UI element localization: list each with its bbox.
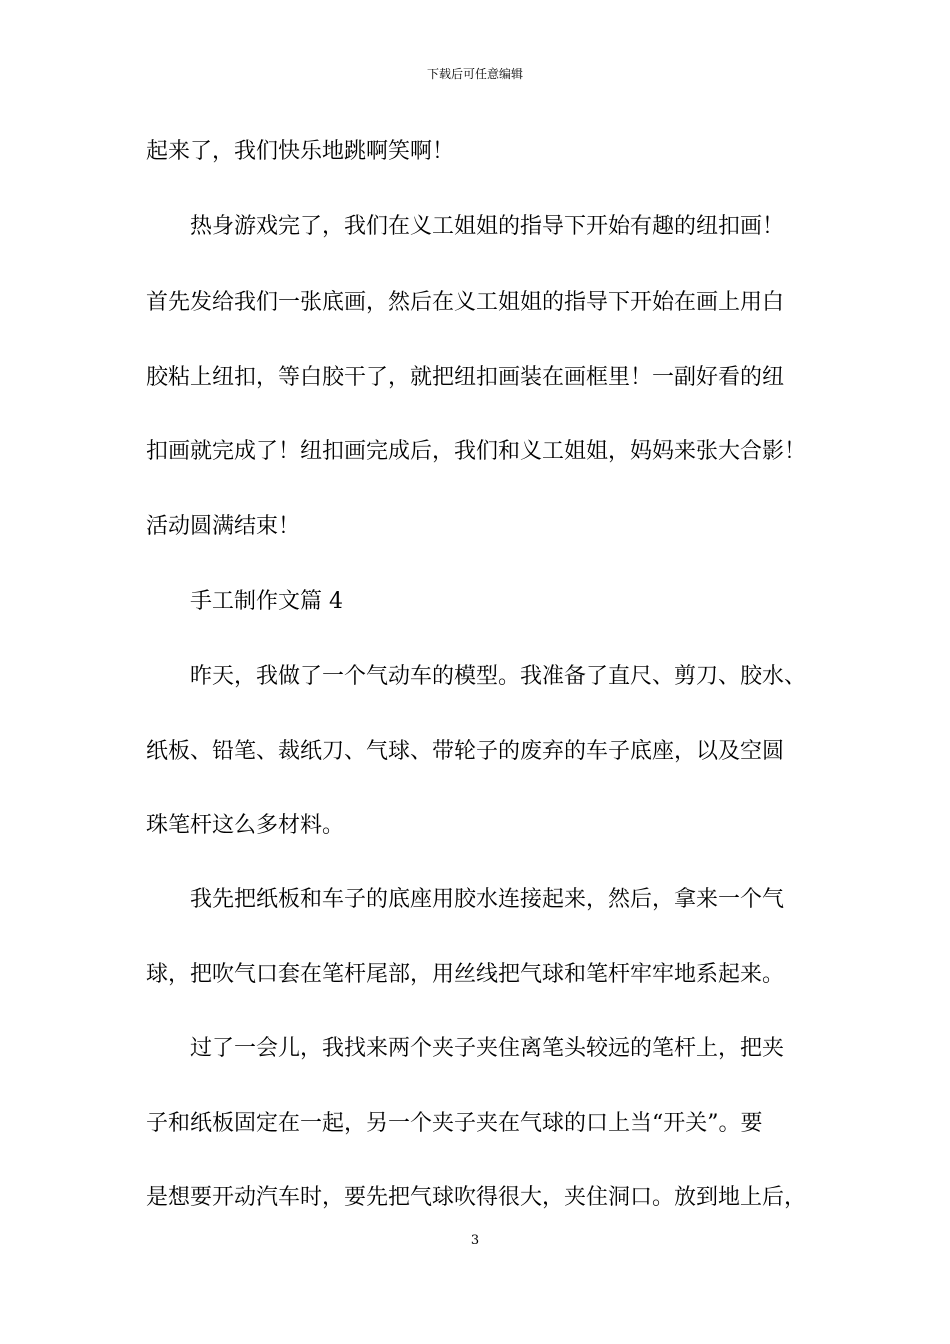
text-line: 胶粘上纽扣，等白胶干了，就把纽扣画装在画框里！一副好看的纽 bbox=[146, 365, 785, 390]
text-line: 活动圆满结束！ bbox=[146, 514, 301, 539]
text-line: 昨天，我做了一个气动车的模型。我准备了直尺、剪刀、胶水、 bbox=[190, 664, 807, 689]
page-number: 3 bbox=[470, 1233, 480, 1248]
text-line: 我先把纸板和车子的底座用胶水连接起来，然后，拿来一个气 bbox=[190, 887, 785, 912]
text-line: 过了一会儿，我找来两个夹子夹住离笔头较远的笔杆上，把夹 bbox=[190, 1036, 785, 1061]
text-line: 首先发给我们一张底画，然后在义工姐姐的指导下开始在画上用白 bbox=[146, 290, 785, 315]
text-line: 纸板、铅笔、裁纸刀、气球、带轮子的废弃的车子底座，以及空圆 bbox=[146, 739, 785, 764]
text-line: 扣画就完成了！纽扣画完成后，我们和义工姐姐，妈妈来张大合影！ bbox=[146, 439, 807, 464]
page-header-note: 下载后可任意编辑 bbox=[426, 67, 523, 81]
text-line: 热身游戏完了，我们在义工姐姐的指导下开始有趣的纽扣画！ bbox=[190, 214, 785, 239]
text-line: 球，把吹气口套在笔杆尾部，用丝线把气球和笔杆牢牢地系起来。 bbox=[146, 962, 785, 987]
text-line: 起来了，我们快乐地跳啊笑啊！ bbox=[146, 139, 455, 164]
text-line: 子和纸板固定在一起，另一个夹子夹在气球的口上当“开关”。要 bbox=[146, 1111, 763, 1136]
text-line: 珠笔杆这么多材料。 bbox=[146, 813, 345, 838]
text-line: 是想要开动汽车时，要先把气球吹得很大，夹住洞口。放到地上后， bbox=[146, 1185, 807, 1210]
section-heading: 手工制作文篇 4 bbox=[190, 589, 343, 614]
